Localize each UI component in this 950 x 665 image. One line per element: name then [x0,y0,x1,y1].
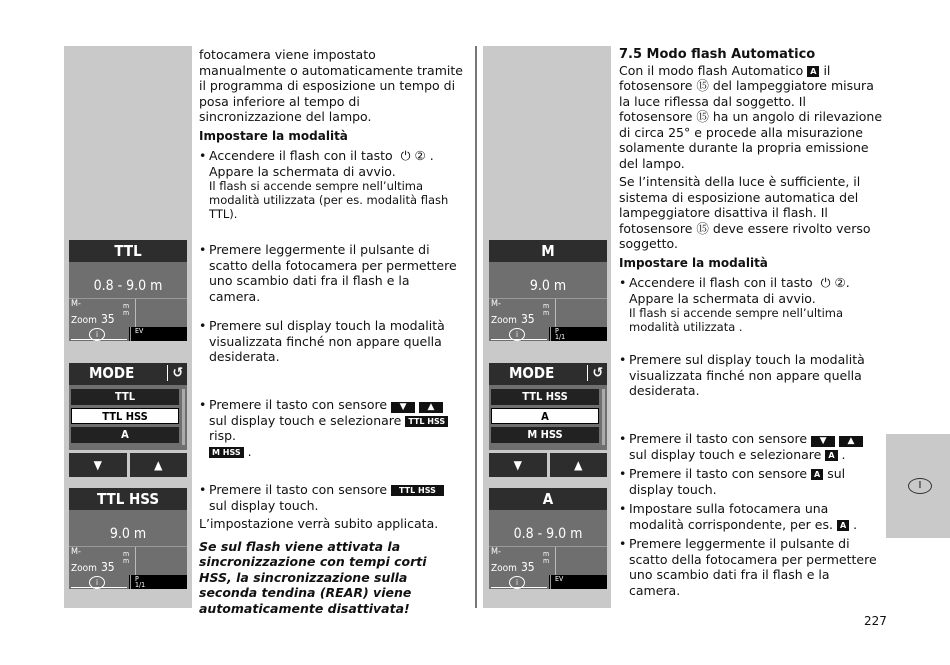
m-hss-chip: M HSS [209,447,244,458]
zoom-row[interactable]: M- Zoom 35 m m [489,546,607,575]
up-arrow-button[interactable]: ▲ [550,453,608,477]
ev-field[interactable] [130,327,187,341]
up-arrow-button[interactable]: ▲ [130,453,188,477]
power-icon: ⏻ ②. [820,275,850,290]
intro-paragraph: fotocamera viene impostato manualmente o automaticamente tramite il programma di esposizione un tempo di posa inferiore al tempo di sincronizzazione del lampo. [199,47,463,124]
sensor-paragraph: Se l’intensità della luce è sufficiente, il sistema di esposizione automatica del lampeggiatore disattiva il flash. Il fotosensore ⑮ deve essere rivolto verso soggetto. [619,174,871,251]
info-icon: i [89,576,105,589]
zoom-row[interactable] [69,298,187,327]
zoom-row[interactable]: M- Zoom 35 m m [489,298,607,327]
power-icon: ⏻ ② [400,148,426,163]
power-field[interactable]: P 1/1 [550,327,607,341]
menu-item-a[interactable]: A [71,427,179,443]
zoom-label-2: Zoom [71,315,97,326]
right-text-column [619,47,883,598]
back-icon[interactable]: ↺ [167,365,183,381]
auto-mode-intro: Con il modo flash Automatico A il fotosensore ⑮ del lampeggiatore misura la luce riflessa dal soggetto. Il fotosensore ⑮ ha un angolo di rilevazione di circa 25° e procede alla misurazione solamente durante la propria emissione del lampo. [619,62,883,171]
menu-scrollbar[interactable] [182,389,185,445]
step-half-press: • Premere leggermente il pulsante di scatto della fotocamera per permettere uno scambio dati fra il flash e la camera. [199,242,463,304]
step-press-a: • Premere il tasto con sensore A sul display touch. [619,466,883,497]
menu-title: MODE [509,364,555,382]
mode-menu [69,363,187,477]
a-chip: A [811,469,823,480]
ttl-hss-display [69,488,187,589]
section-heading: Impostare la modalità [619,255,768,270]
display-mode-title: TTL [69,240,187,262]
zoom-label-1: M- [71,299,81,309]
left-text-column [199,47,463,616]
up-sensor-icon: ▲ [839,436,863,447]
step-press-ttl-hss: • Premere il tasto con sensore TTL HSS sul display touch. [199,482,463,513]
ttl-hss-chip: TTL HSS [391,485,444,496]
a-chip: A [807,66,819,77]
a-display [489,488,607,589]
mm-top: m [123,302,130,310]
a-chip: A [837,520,849,531]
down-sensor-icon: ▼ [391,402,415,413]
step-touch-mode: • Premere sul display touch la modalità visualizzata finché non appare quella desiderata. [619,352,883,399]
ttl-hss-chip: TTL HSS [405,416,448,427]
ev-label: EV [135,327,144,335]
step-power-on: • Accendere il flash con il tasto ⏻ ② . Appare la schermata di avvio. Il flash si accende sempre nell’ultima modalità utilizzata (per es. modalità flash TTL). [199,148,463,221]
menu-item-ttl[interactable]: TTL [71,389,179,405]
down-sensor-icon: ▼ [811,436,835,447]
language-label: I [908,478,932,494]
range-readout: 9.0 m [489,262,607,298]
step-half-press: • Premere leggermente il pulsante di scatto della fotocamera per permettere uno scambio dati fra il flash e la camera. [619,536,883,598]
step-power-on: • Accendere il flash con il tasto ⏻ ②. Appare la schermata di avvio. Il flash si accende sempre nell’ultima modalità utilizzata . [619,275,883,334]
display-mode-title: A [489,488,607,510]
info-icon: i [509,576,525,589]
info-icon: i [89,328,105,341]
display-mode-title: M [489,240,607,262]
zoom-value: 35 [520,560,535,574]
info-button[interactable] [489,575,550,589]
a-chip: A [825,450,837,461]
down-arrow-button[interactable]: ▼ [69,453,127,477]
applied-note: L’impostazione verrà subito applicata. [199,516,439,531]
page-number: 227 [864,614,887,628]
menu-title: MODE [89,364,135,382]
display-mode-title: TTL HSS [69,488,187,510]
down-arrow-button[interactable]: ▼ [489,453,547,477]
section-heading: Impostare la modalità [199,128,348,143]
info-button[interactable] [69,575,130,589]
power-field[interactable]: P 1/1 [130,575,187,589]
range-readout: 0.8 - 9.0 m [69,262,187,298]
zoom-value: 35 [100,560,115,574]
language-tab [886,434,950,538]
zoom-value: 35 [100,312,115,326]
zoom-row[interactable]: M- Zoom 35 m m [69,546,187,575]
menu-scrollbar[interactable] [602,389,605,445]
ev-label: EV [555,575,564,583]
step-select-a: • Premere il tasto con sensore ▼ ▲ sul display touch e selezionare A . [619,431,883,463]
mode-menu [489,363,607,477]
m-display [489,240,607,341]
section-title: 7.5 Modo flash Automatico [619,47,816,62]
zoom-value: 35 [520,312,535,326]
info-button[interactable] [69,327,130,341]
mm-bot: m [123,309,130,317]
menu-item-a[interactable]: A [491,408,599,424]
column-divider [475,46,477,608]
back-icon[interactable]: ↺ [587,365,603,381]
info-button[interactable] [489,327,550,341]
range-readout: 9.0 m [69,510,187,546]
menu-item-ttl-hss[interactable]: TTL HSS [491,389,599,405]
hss-warning: Se sul flash viene attivata la sincronizzazione con tempi corti HSS, la sincronizzazione sulla seconda tendina (REAR) viene automaticamente disattivata! [199,538,427,616]
info-icon: i [509,328,525,341]
zoom-separator [135,299,136,327]
ev-field[interactable] [550,575,607,589]
step-touch-mode: • Premere sul display touch la modalità visualizzata finché non appare quella desiderata. [199,318,463,365]
ttl-display [69,240,187,341]
step-camera-mode: • Impostare sulla fotocamera una modalità corrispondente, per es. A . [619,501,883,532]
menu-item-ttl-hss[interactable]: TTL HSS [71,408,179,424]
step-select-hss: • Premere il tasto con sensore ▼ ▲ sul display touch e selezionare TTL HSS risp. M HSS . [199,397,463,460]
range-readout: 0.8 - 9.0 m [489,510,607,546]
menu-item-m-hss[interactable]: M HSS [491,427,599,443]
up-sensor-icon: ▲ [419,402,443,413]
